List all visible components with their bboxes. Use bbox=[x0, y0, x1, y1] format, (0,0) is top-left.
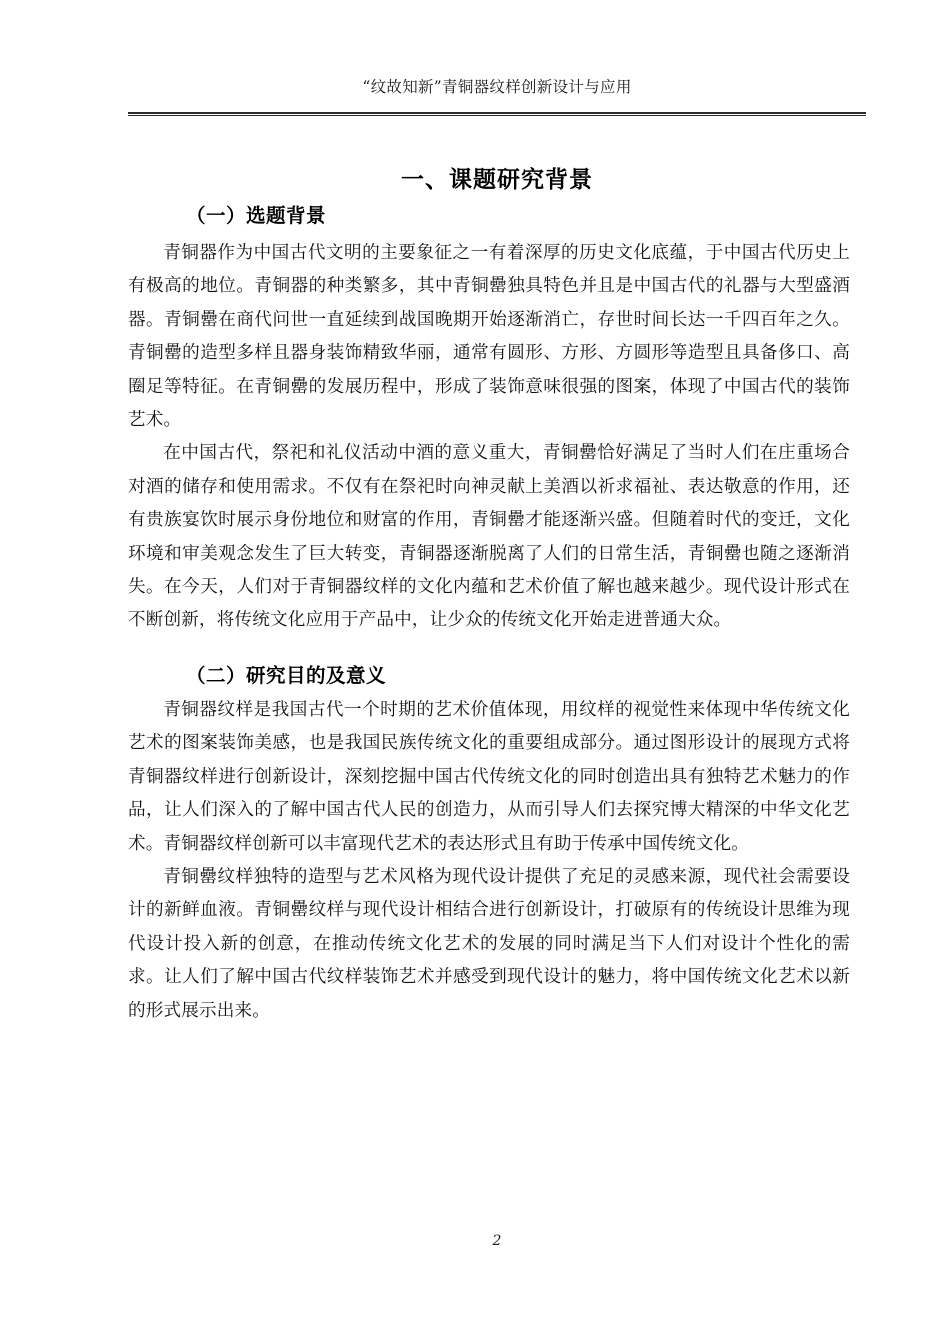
section-heading-1: （一）选题背景 bbox=[186, 204, 327, 227]
page-number: 2 bbox=[492, 1233, 502, 1249]
document-body bbox=[128, 200, 850, 1028]
header-divider-rule bbox=[128, 112, 866, 116]
paragraph: 青铜器纹样是我国古代一个时期的艺术价值体现，用纹样的视觉性来体现中华传统文化艺术的图案装饰美感，也是我国民族传统文化的重要组成部分。通过图形设计的展现方式将青铜器纹样进行创新设计，深刻挖掘中国古代传统文化的同时创造出具有独特艺术魅力的作品，让人们深入的了解中国古代人民的创造力，从而引导人们去探究博大精深的中华文化艺术。青铜器纹样创新可以丰富现代艺术的表达形式且有助于传承中国传统文化。 bbox=[128, 699, 850, 854]
running-header bbox=[128, 76, 866, 98]
chapter-title: 一、课题研究背景 bbox=[401, 167, 593, 194]
paragraph: 青铜罍纹样独特的造型与艺术风格为现代设计提供了充足的灵感来源，现代社会需要设计的新鲜血液。青铜罍纹样与现代设计相结合进行创新设计，打破原有的传统设计思维为现代设计投入新的创意，在推动传统文化艺术的发展的同时满足当下人们对设计个性化的需求。让人们了解中国古代纹样装饰艺术并感受到现代设计的魅力，将中国传统文化艺术以新的形式展示出来。 bbox=[128, 866, 850, 1021]
section-heading-2: （二）研究目的及意义 bbox=[186, 663, 387, 687]
paragraph: 在中国古代，祭祀和礼仪活动中酒的意义重大，青铜罍恰好满足了当时人们在庄重场合对酒的储存和使用需求。不仅有在祭祀时向神灵献上美酒以祈求福祉、表达敬意的作用，还有贵族宴饮时展示身份地位和财富的作用，青铜罍才能逐渐兴盛。但随着时代的变迁，文化环境和审美观念发生了巨大转变，青铜器逐渐脱离了人们的日常生活，青铜罍也随之逐渐消失。在今天，人们对于青铜器纹样的文化内蕴和艺术价值了解也越来越少。现代设计形式在不断创新，将传统文化应用于产品中，让少众的传统文化开始走进普通大众。 bbox=[128, 443, 850, 631]
paragraph: 青铜器作为中国古代文明的主要象征之一有着深厚的历史文化底蕴，于中国古代历史上有极高的地位。青铜器的种类繁多，其中青铜罍独具特色并且是中国古代的礼器与大型盛酒器。青铜罍在商代问世一直延续到战国晚期开始逐渐消亡，存世时间长达一千四百年之久。青铜罍的造型多样且器身装饰精致华丽，通常有圆形、方形、方圆形等造型且具备侈口、高圈足等特征。在青铜罍的发展历程中，形成了装饰意味很强的图案，体现了中国古代的装饰艺术。 bbox=[128, 243, 850, 431]
page-footer bbox=[128, 1230, 866, 1249]
running-header-title: “纹故知新”青铜器纹样创新设计与应用 bbox=[362, 78, 632, 96]
